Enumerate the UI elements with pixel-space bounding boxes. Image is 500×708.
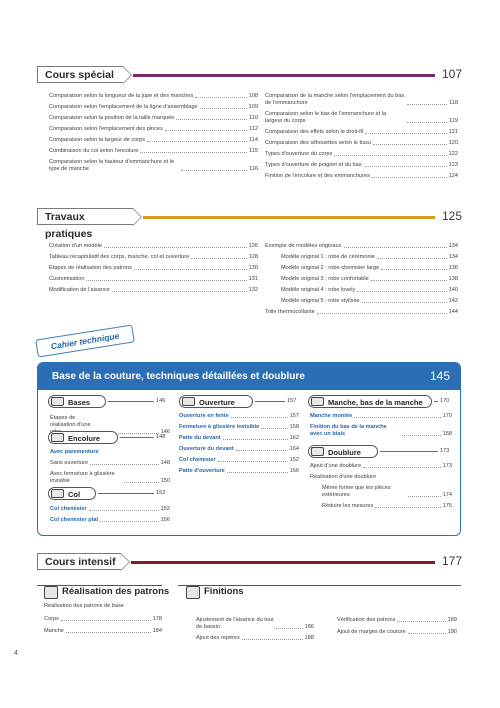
section-cours-intensif-bar [131, 561, 435, 564]
toc-page: 121 [448, 129, 458, 135]
toc-page: 136 [448, 265, 458, 271]
patrons-icon [44, 586, 58, 599]
toc-row[interactable] [310, 463, 452, 470]
toc-row[interactable] [179, 468, 299, 475]
heading-label: Doublure [328, 448, 361, 457]
bases-page: 146 [156, 398, 166, 404]
toc-page: 164 [289, 446, 299, 452]
doublure-icon [311, 447, 324, 456]
heading-bases[interactable] [48, 395, 106, 408]
toc-page: 186 [304, 624, 314, 630]
toc-entry: Vérification des patrons [337, 617, 396, 623]
toc-row[interactable] [179, 435, 299, 442]
toc-row[interactable] [265, 265, 458, 272]
toc-page: 128 [248, 254, 258, 260]
toc-entry: Création d'un modèle [49, 243, 102, 249]
toc-page: 115 [249, 148, 258, 154]
section-travaux-pratiques-page: 125 [441, 209, 462, 223]
heading-finitions [186, 586, 244, 597]
toc-row[interactable] [49, 287, 258, 294]
cahier-title: Base de la couture, techniques détaillées et doublure [52, 371, 305, 382]
toc-entry: Types d'ouverture de poignet et du bas [265, 162, 362, 168]
toc-row[interactable] [49, 115, 258, 122]
toc-entry: Finition de l'encolure et des emmanchures [265, 173, 370, 179]
doublure-list [310, 463, 452, 510]
toc-entry: Réalisation des patrons de base [44, 603, 124, 609]
heading-ouverture[interactable] [179, 395, 253, 408]
toc-row[interactable] [265, 162, 458, 169]
manche-list [310, 413, 452, 438]
toc-page: 132 [248, 287, 258, 293]
toc-entry: Ouverture du devant [179, 446, 234, 452]
toc-entry: Col chemisier [50, 506, 87, 512]
toc-page: 119 [449, 118, 458, 124]
ouverture-icon [182, 397, 195, 406]
toc-row[interactable] [49, 93, 258, 100]
toc-row[interactable] [49, 148, 258, 155]
toc-page: 174 [442, 492, 452, 498]
toc-page: 173 [442, 463, 452, 469]
heading-doublure[interactable] [308, 445, 378, 458]
toc-row[interactable] [310, 503, 452, 510]
toc-entry: Avec parementure [50, 449, 99, 455]
finitions-list-a [196, 617, 314, 642]
manche-icon [311, 397, 324, 406]
toc-page: 131 [248, 276, 258, 282]
toc-entry: Ajout de marges de couture [337, 629, 406, 635]
heading-label: Réalisation des patrons [62, 586, 170, 597]
toc-row[interactable] [310, 413, 452, 420]
toc-entry: Comparaison selon la position de la taille marquée [49, 115, 175, 121]
toc-row[interactable] [310, 424, 452, 438]
encolure-list [50, 449, 170, 485]
toc-row[interactable] [265, 254, 458, 261]
toc-entry: Comparaison selon l'emplacement des pinces [49, 126, 163, 132]
toc-cours-special-right [265, 93, 458, 180]
toc-entry: Combinaison du col selon l'encolure [49, 148, 139, 154]
toc-page: 152 [289, 457, 299, 463]
toc-page: 150 [160, 478, 170, 484]
ouverture-list [179, 413, 299, 475]
toc-row[interactable] [179, 446, 299, 453]
cahier-page: 145 [429, 369, 450, 383]
encolure-icon [51, 433, 64, 442]
toc-page: 148 [160, 460, 170, 466]
section-cours-special-label [37, 66, 123, 83]
toc-row[interactable] [44, 616, 162, 623]
toc-row[interactable] [337, 629, 457, 636]
toc-page: 123 [448, 162, 458, 168]
heading-realisation-patrons [44, 586, 169, 597]
ouverture-page: 157 [287, 398, 297, 404]
toc-entry: Même forme que les pièces extérieures [322, 485, 391, 498]
toc-page: 190 [447, 629, 457, 635]
toc-page: 109 [248, 104, 258, 110]
toc-entry: Ajout d'une doublure [310, 463, 362, 469]
toc-row[interactable] [49, 126, 258, 133]
toc-page: 142 [448, 298, 458, 304]
toc-page: 124 [448, 173, 458, 179]
heading-label: Col [68, 490, 81, 499]
toc-entry: Modèle original 1 : robe de cérémonie [281, 254, 375, 260]
toc-page: 188 [304, 635, 314, 641]
toc-page: 144 [448, 309, 458, 315]
toc-entry: Comparaison des silhouettes selon le tissu [265, 140, 372, 146]
toc-row[interactable] [49, 265, 258, 272]
toc-row[interactable] [49, 137, 258, 144]
toc-entry: Modification de l'aisance [49, 287, 110, 293]
heading-label: Bases [68, 398, 91, 407]
toc-row[interactable] [49, 254, 258, 261]
toc-page: 134 [448, 243, 458, 249]
heading-label: Finitions [204, 586, 244, 597]
toc-page: 162 [289, 435, 299, 441]
toc-row[interactable] [50, 506, 170, 513]
toc-entry: Étapes de réalisation d'une [50, 415, 91, 428]
toc-row[interactable] [49, 104, 258, 111]
toc-page: 112 [249, 126, 258, 132]
toc-entry: Toile thermocollante [265, 309, 315, 315]
section-cours-special-page: 107 [441, 67, 462, 81]
heading-label: Manche, bas de la manche [328, 398, 423, 407]
toc-row[interactable] [265, 309, 458, 316]
heading-col[interactable] [48, 487, 96, 500]
toc-entry: Modèle original 2 : robe-chemisier large [281, 265, 380, 271]
toc-row[interactable] [265, 129, 458, 136]
toc-entry: Étapes de réalisation des patrons [49, 265, 133, 271]
toc-entry: Comparaison des effets selon le droit-fil [265, 129, 364, 135]
toc-row[interactable] [337, 617, 457, 624]
toc-entry: Comparaison de la manche selon l'emplacement du bas de l'emmanchure [265, 93, 405, 106]
heading-label: Encolure [68, 434, 101, 443]
toc-entry: Comparaison selon la longueur de la jupe et des manches [49, 93, 194, 99]
toc-entry: Types d'ouverture du corps [265, 151, 333, 157]
toc-entry: Réalisation d'une doublure [310, 474, 377, 480]
toc-row[interactable] [50, 471, 170, 485]
heading-manche[interactable] [308, 395, 432, 408]
section-title: Travaux pratiques [45, 211, 93, 240]
toc-page: 114 [249, 137, 258, 143]
toc-page: 116 [249, 166, 258, 172]
toc-row[interactable] [49, 276, 258, 283]
col-list [50, 506, 170, 524]
toc-page: 175 [442, 503, 452, 509]
toc-entry: Comparaison selon la largeur de corps [49, 137, 146, 143]
toc-row[interactable] [179, 424, 299, 431]
toc-row[interactable] [265, 243, 458, 250]
section-travaux-pratiques-label [37, 208, 133, 240]
manche-page: 170 [440, 398, 450, 404]
toc-row[interactable] [265, 287, 458, 294]
heading-label: Ouverture [199, 398, 235, 407]
page-number: 4 [14, 650, 18, 657]
toc-page: 122 [448, 151, 458, 157]
toc-row[interactable] [179, 413, 299, 420]
toc-row[interactable] [49, 159, 258, 173]
toc-page: 158 [289, 424, 299, 430]
toc-cours-special-left [49, 93, 258, 173]
toc-entry: Comparaison selon le bas de l'emmanchure et la largeur du corps [265, 111, 387, 124]
toc-entry: Manche [44, 628, 64, 634]
toc-row[interactable] [196, 635, 314, 642]
heading-encolure[interactable] [48, 431, 118, 444]
bases-icon [51, 397, 64, 406]
toc-entry: Avec fermeture à glissière invisible [50, 471, 115, 484]
toc-page: 130 [248, 265, 258, 271]
toc-page: 170 [442, 413, 452, 419]
toc-entry: Tableau récapitulatif des corps, manche, col et ouverture [49, 254, 190, 260]
toc-entry: Fermeture à glissière invisible [179, 424, 260, 430]
toc-entry: Col chemisier [179, 457, 216, 463]
toc-row[interactable] [265, 151, 458, 158]
toc-page: 108 [248, 93, 258, 99]
section-cours-intensif-label [37, 553, 121, 570]
toc-row[interactable] [49, 243, 258, 250]
col-page: 152 [156, 490, 166, 496]
toc-entry: Corps [44, 616, 59, 622]
toc-page: 134 [448, 254, 458, 260]
toc-entry: Modèle original 4 : robe lovely [281, 287, 356, 293]
toc-entry: Comparaison selon la hauteur d'emmanchure et le type de manche [49, 159, 175, 172]
toc-row[interactable] [265, 111, 458, 125]
cahier-technique-tag: Cahier technique [35, 324, 135, 357]
toc-entry: Manche montée [310, 413, 353, 419]
cahier-technique-header [38, 363, 460, 390]
toc-entry: Comparaison selon l'emplacement de la ligne d'assemblage [49, 104, 198, 110]
cahier-technique-box [37, 362, 461, 536]
encolure-page: 148 [156, 434, 166, 440]
toc-page: 120 [448, 140, 458, 146]
finitions-icon [186, 586, 200, 599]
toc-page: 166 [289, 468, 299, 474]
toc-page: 158 [442, 431, 452, 437]
toc-row[interactable] [44, 628, 162, 635]
doublure-page: 173 [440, 448, 450, 454]
toc-entry: Exemple de modèles originaux [265, 243, 342, 249]
toc-entry: Ajout des repères [196, 635, 240, 641]
toc-page: 140 [448, 287, 458, 293]
toc-page: 110 [249, 115, 258, 121]
toc-page: 138 [448, 276, 458, 282]
toc-entry: Customisation [49, 276, 85, 282]
toc-entry: Ouverture en fente [179, 413, 229, 419]
toc-row[interactable] [265, 140, 458, 147]
toc-page: 146 [160, 429, 170, 435]
finitions-list-b [337, 617, 457, 636]
col-icon [51, 489, 64, 498]
toc-page: 118 [449, 100, 458, 106]
section-title: Cours intensif [45, 556, 116, 568]
toc-entry: Sans ouverture [50, 460, 88, 466]
toc-entry: Col chemisier plat [50, 517, 99, 523]
toc-entry: Modèle original 3 : robe confortable [281, 276, 369, 282]
toc-entry: Ajustement de l'aisance du tour de bassin [196, 617, 274, 630]
toc-row[interactable] [50, 460, 170, 467]
toc-row[interactable] [196, 617, 314, 631]
toc-entry: Modèle original 5 : robe stylisée [281, 298, 360, 304]
toc-page: 126 [248, 243, 258, 249]
toc-page: 157 [289, 413, 299, 419]
toc-page: 156 [160, 517, 170, 523]
section-cours-special-bar [133, 74, 435, 77]
toc-page: 152 [160, 506, 170, 512]
toc-entry: Patte d'ouverture [179, 468, 225, 474]
toc-entry: Finition du bas de la manche avec un biais [310, 424, 387, 437]
toc-row[interactable] [265, 298, 458, 305]
toc-row[interactable] [265, 276, 458, 283]
patrons-list [44, 603, 162, 635]
toc-travaux-left [49, 243, 258, 294]
toc-row[interactable] [310, 485, 452, 499]
section-cours-intensif-page: 177 [441, 554, 462, 568]
toc-page: 178 [152, 616, 162, 622]
toc-row[interactable] [265, 173, 458, 180]
toc-entry: Réduire les mesures [322, 503, 374, 509]
section-travaux-pratiques-bar [143, 216, 435, 219]
toc-page: 189 [447, 617, 457, 623]
toc-travaux-right [265, 243, 458, 316]
toc-row[interactable] [50, 517, 170, 524]
toc-page: 184 [152, 628, 162, 634]
toc-row[interactable] [265, 93, 458, 107]
toc-row[interactable] [310, 474, 452, 481]
toc-entry: Patte du devant [179, 435, 221, 441]
section-title: Cours spécial [45, 69, 114, 81]
toc-row[interactable] [179, 457, 299, 464]
toc-row[interactable] [44, 603, 162, 610]
toc-row[interactable] [50, 449, 170, 456]
